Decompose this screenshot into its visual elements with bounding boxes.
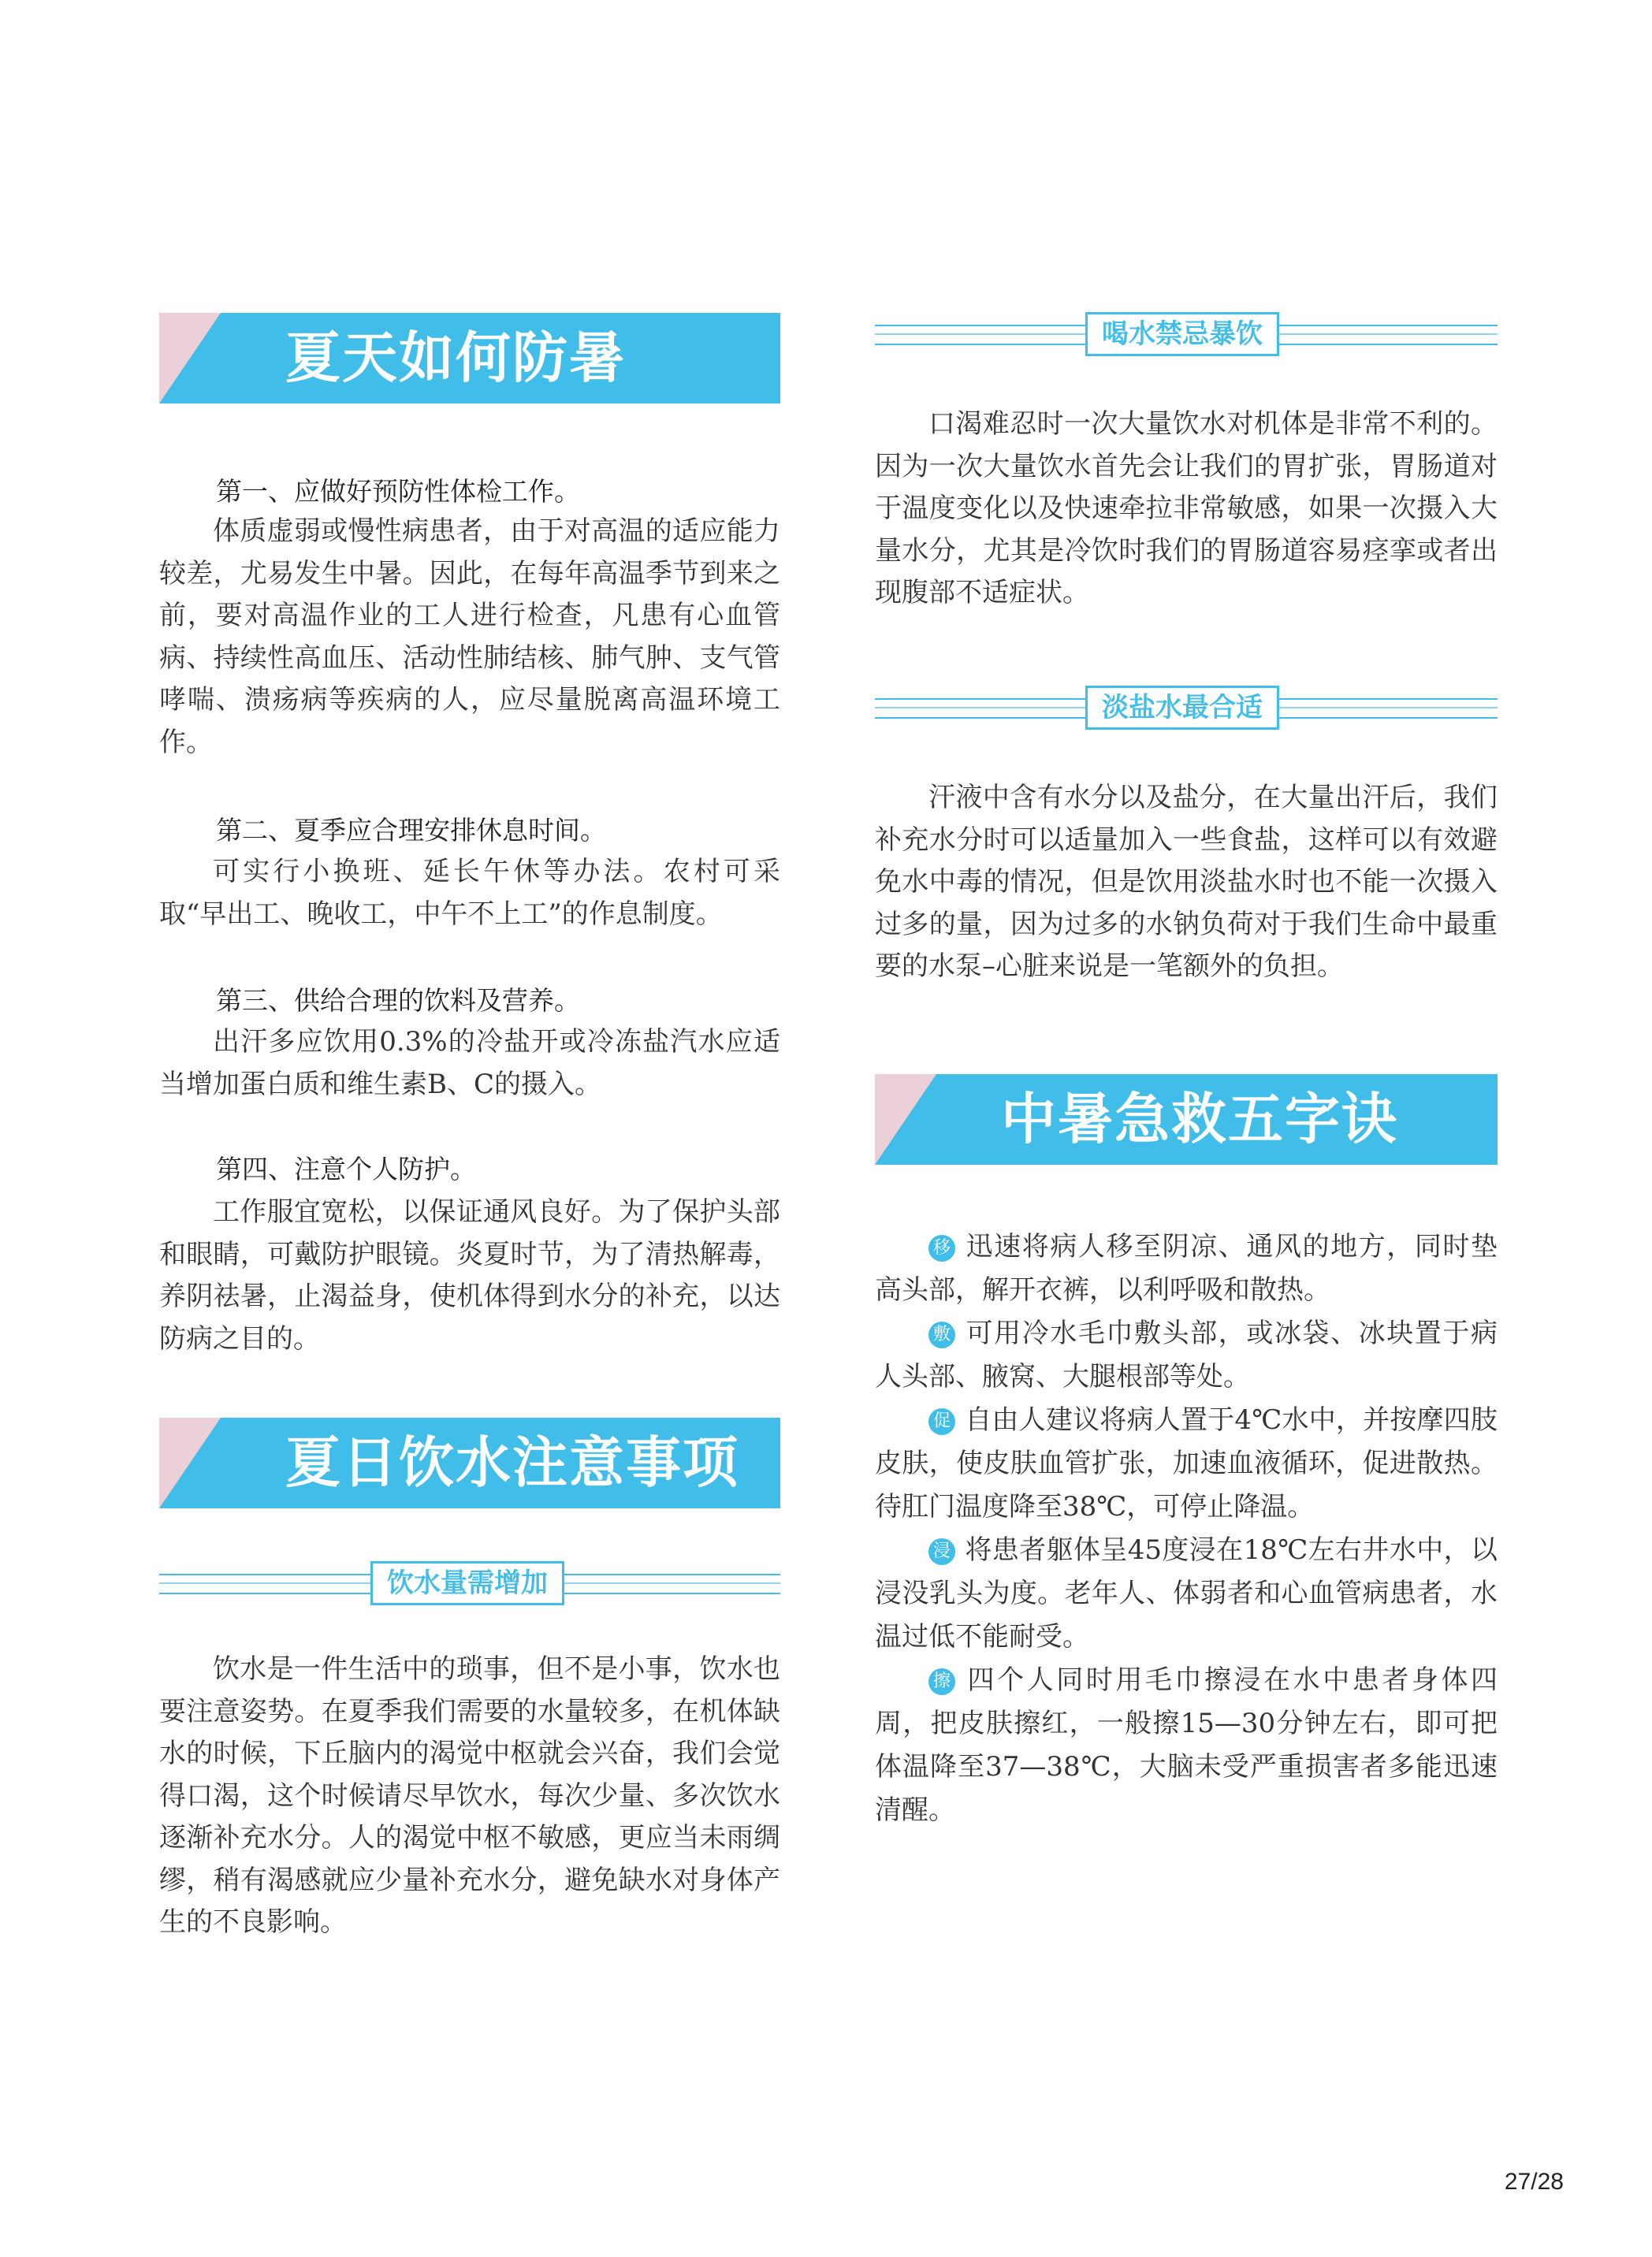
section-body	[875, 777, 1498, 988]
badge-icon: 移	[928, 1235, 955, 1262]
banner-title: 中暑急救五字诀	[1001, 1087, 1398, 1151]
subheading-no-binge-drinking	[875, 312, 1498, 356]
badge-icon: 敷	[928, 1322, 955, 1348]
paragraph: 体质虚弱或慢性病患者，由于对高温的适应能力较差，尤易发生中暑。因此，在每年高温季节到来之前，要对高温作业的工人进行检查，凡患有心血管病、持续性高血压、活动性肺结核、肺气肿、支气管哮喘、溃疡病等疾病的人，应尽量脱离高温环境工作。	[159, 515, 780, 758]
subheading-label: 喝水禁忌暴饮	[1085, 312, 1279, 356]
item-text: 将患者躯体呈45度浸在18℃左右井水中，以浸没乳头为度。老年人、体弱者和心血管病患者，水温过低不能耐受。	[875, 1534, 1498, 1653]
section-heading: 第一、应做好预防性体检工作。	[216, 476, 580, 507]
paragraph: 工作服宜宽松，以保证通风良好。为了保护头部和眼睛，可戴防护眼镜。炎夏时节，为了清热解毒，养阴祛暑，止渴益身，使机体得到水分的补充，以达防病之目的。	[159, 1196, 780, 1355]
section-heading: 第三、供给合理的饮料及营养。	[216, 985, 580, 1016]
badge-icon: 擦	[928, 1668, 955, 1695]
subheading-label: 淡盐水最合适	[1085, 686, 1279, 730]
paragraph: 饮水是一件生活中的琐事，但不是小事，饮水也要注意姿势。在夏季我们需要的水量较多，在机体缺水的时候，下丘脑内的渴觉中枢就会兴奋，我们会觉得口渴，这个时候请尽早饮水，每次少量、多次饮水逐渐补充水分。人的渴觉中枢不敏感，更应当未雨绸缪，稍有渴感就应少量补充水分，避免缺水对身体产生的不良影响。	[159, 1653, 780, 1938]
item-text: 四个人同时用毛巾擦浸在水中患者身体四周，把皮肤擦红，一般擦15—30分钟左右，即可把体温降至37—38℃，大脑未受严重损害者多能迅速清醒。	[875, 1664, 1498, 1826]
badge-icon: 浸	[928, 1538, 955, 1565]
paragraph: 出汗多应饮用0.3%的冷盐开或冷冻盐汽水应适当增加蛋白质和维生素B、C的摄入。	[159, 1026, 780, 1100]
section-heading: 第二、夏季应合理安排休息时间。	[216, 815, 606, 846]
list-item	[875, 1399, 1498, 1529]
subheading-label: 饮水量需增加	[370, 1561, 564, 1605]
paragraph: 可实行小换班、延长午休等办法。农村可采取“早出工、晚收工，中午不上工”的作息制度。	[159, 856, 780, 930]
banner-summer-drinking-notes	[159, 1418, 780, 1508]
section-body	[159, 1649, 780, 1944]
list-item	[875, 1659, 1498, 1832]
section-body	[159, 1021, 780, 1106]
list-item	[875, 1225, 1498, 1312]
banner-title: 夏天如何防暑	[285, 325, 626, 390]
section-body	[159, 1192, 780, 1360]
list-item	[875, 1312, 1498, 1399]
banner-pink-triangle	[159, 1418, 221, 1508]
item-text: 自由人建议将病人置于4℃水中，并按摩四肢皮肤，使皮肤血管扩张，加速血液循环，促进散热。待肛门温度降至38℃，可停止降温。	[875, 1404, 1498, 1523]
page-number: 27/28	[1504, 2169, 1564, 2195]
banner-pink-triangle	[159, 313, 221, 403]
banner-summer-heatstroke-prevention	[159, 313, 780, 403]
item-text: 可用冷水毛巾敷头部，或冰袋、冰块置于病人头部、腋窝、大腿根部等处。	[875, 1318, 1498, 1392]
section-body	[875, 403, 1498, 615]
list-item	[875, 1529, 1498, 1659]
banner-first-aid-five-words	[875, 1074, 1498, 1165]
banner-pink-triangle	[875, 1074, 936, 1165]
first-aid-list	[875, 1225, 1498, 1832]
badge-icon: 促	[928, 1408, 955, 1435]
section-heading: 第四、注意个人防护。	[216, 1154, 476, 1184]
subheading-light-salt-water	[875, 686, 1498, 730]
section-body	[159, 511, 780, 764]
item-text: 迅速将病人移至阴凉、通风的地方，同时垫高头部，解开衣裤，以利呼吸和散热。	[875, 1231, 1498, 1306]
section-body	[159, 851, 780, 935]
subheading-water-intake	[159, 1561, 780, 1605]
paragraph: 口渴难忍时一次大量饮水对机体是非常不利的。因为一次大量饮水首先会让我们的胃扩张，胃肠道对于温度变化以及快速牵拉非常敏感，如果一次摄入大量水分，尤其是冷饮时我们的胃肠道容易痉挛或者出现腹部不适症状。	[875, 408, 1498, 608]
paragraph: 汗液中含有水分以及盐分，在大量出汗后，我们补充水分时可以适量加入一些食盐，这样可以有效避免水中毒的情况，但是饮用淡盐水时也不能一次摄入过多的量，因为过多的水钠负荷对于我们生命中最重要的水泵–心脏来说是一笔额外的负担。	[875, 782, 1498, 982]
banner-title: 夏日饮水注意事项	[285, 1430, 739, 1495]
